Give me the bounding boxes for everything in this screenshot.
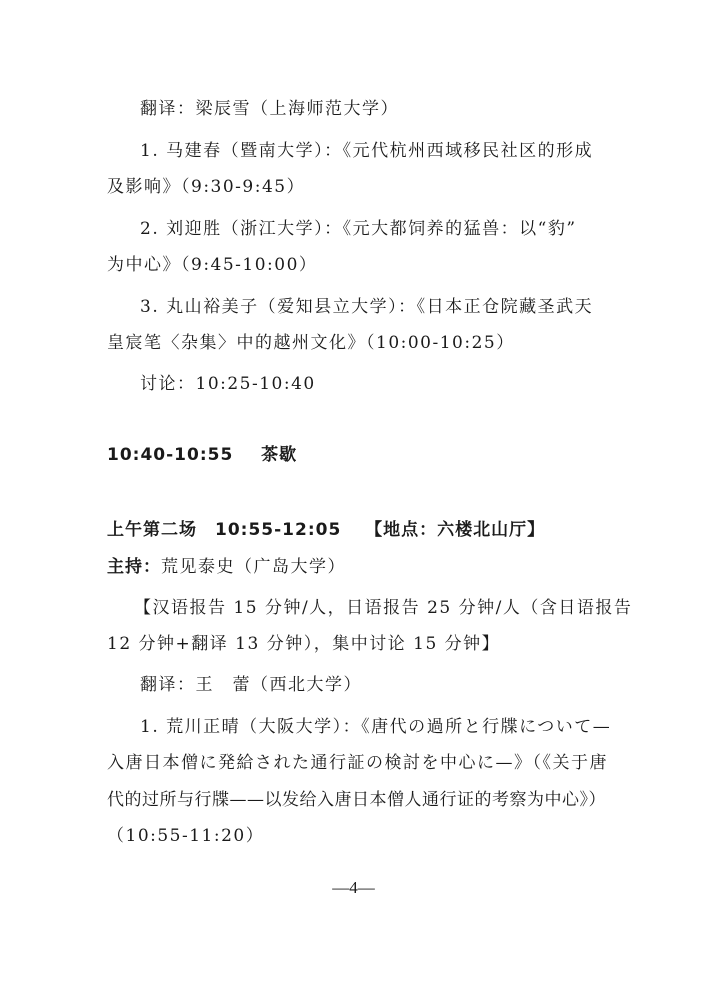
- session2-item1-line2: 入唐日本僧に発給された通行証の検討を中心に—》（《关于唐: [107, 753, 608, 773]
- session1-item1-line2: 及影响》（9:30-9:45）: [107, 177, 306, 197]
- session1-item1-line1: 1. 马建春（暨南大学）：《元代杭州西域移民社区的形成: [140, 141, 594, 161]
- session1-item2-line2: 为中心》（9:45-10:00）: [107, 255, 318, 275]
- session1-item3-line2: 皇宸笔〈杂集〉中的越州文化》（10:00-10:25）: [107, 333, 515, 353]
- session2-heading: [107, 519, 545, 541]
- tea-break: [107, 444, 297, 466]
- session2-item1-line4: （10:55-11:20）: [107, 826, 265, 846]
- session2-host-label: 主持：: [107, 557, 161, 577]
- session2-rules-line1: 【汉语报告 15 分钟/人，日语报告 25 分钟/人（含日语报告: [134, 598, 633, 618]
- session2-item1-line3: 代的过所与行牒——以发给入唐日本僧人通行证的考察为中心》）: [107, 790, 606, 810]
- tea-break-time: 10:40-10:55: [107, 445, 234, 465]
- session2-translator: 翻译：王 蕾（西北大学）: [140, 675, 362, 695]
- session1-translator: 翻译：梁辰雪（上海师范大学）: [140, 99, 399, 119]
- session1-item3-line1: 3. 丸山裕美子（爱知县立大学）：《日本正仓院藏圣武天: [140, 297, 594, 317]
- session1-item2-line1: 2. 刘迎胜（浙江大学）：《元大都饲养的猛兽：以“豹”: [140, 219, 577, 239]
- session2-title: 上午第二场 10:55-12:05: [107, 520, 342, 540]
- session2-host: [107, 556, 346, 578]
- session2-rules-line2: 12 分钟+翻译 13 分钟），集中讨论 15 分钟】: [107, 634, 501, 654]
- tea-break-label: 茶歇: [261, 445, 298, 465]
- session1-discussion: 讨论：10:25-10:40: [140, 374, 316, 394]
- session2-location: 【地点：六楼北山厅】: [365, 520, 546, 540]
- page-number: —4—: [332, 878, 375, 897]
- session2-item1-line1: 1. 荒川正晴（大阪大学）：《唐代の過所と行牒について—: [140, 717, 612, 737]
- session2-host-name: 荒见泰史（广岛大学）: [161, 557, 346, 577]
